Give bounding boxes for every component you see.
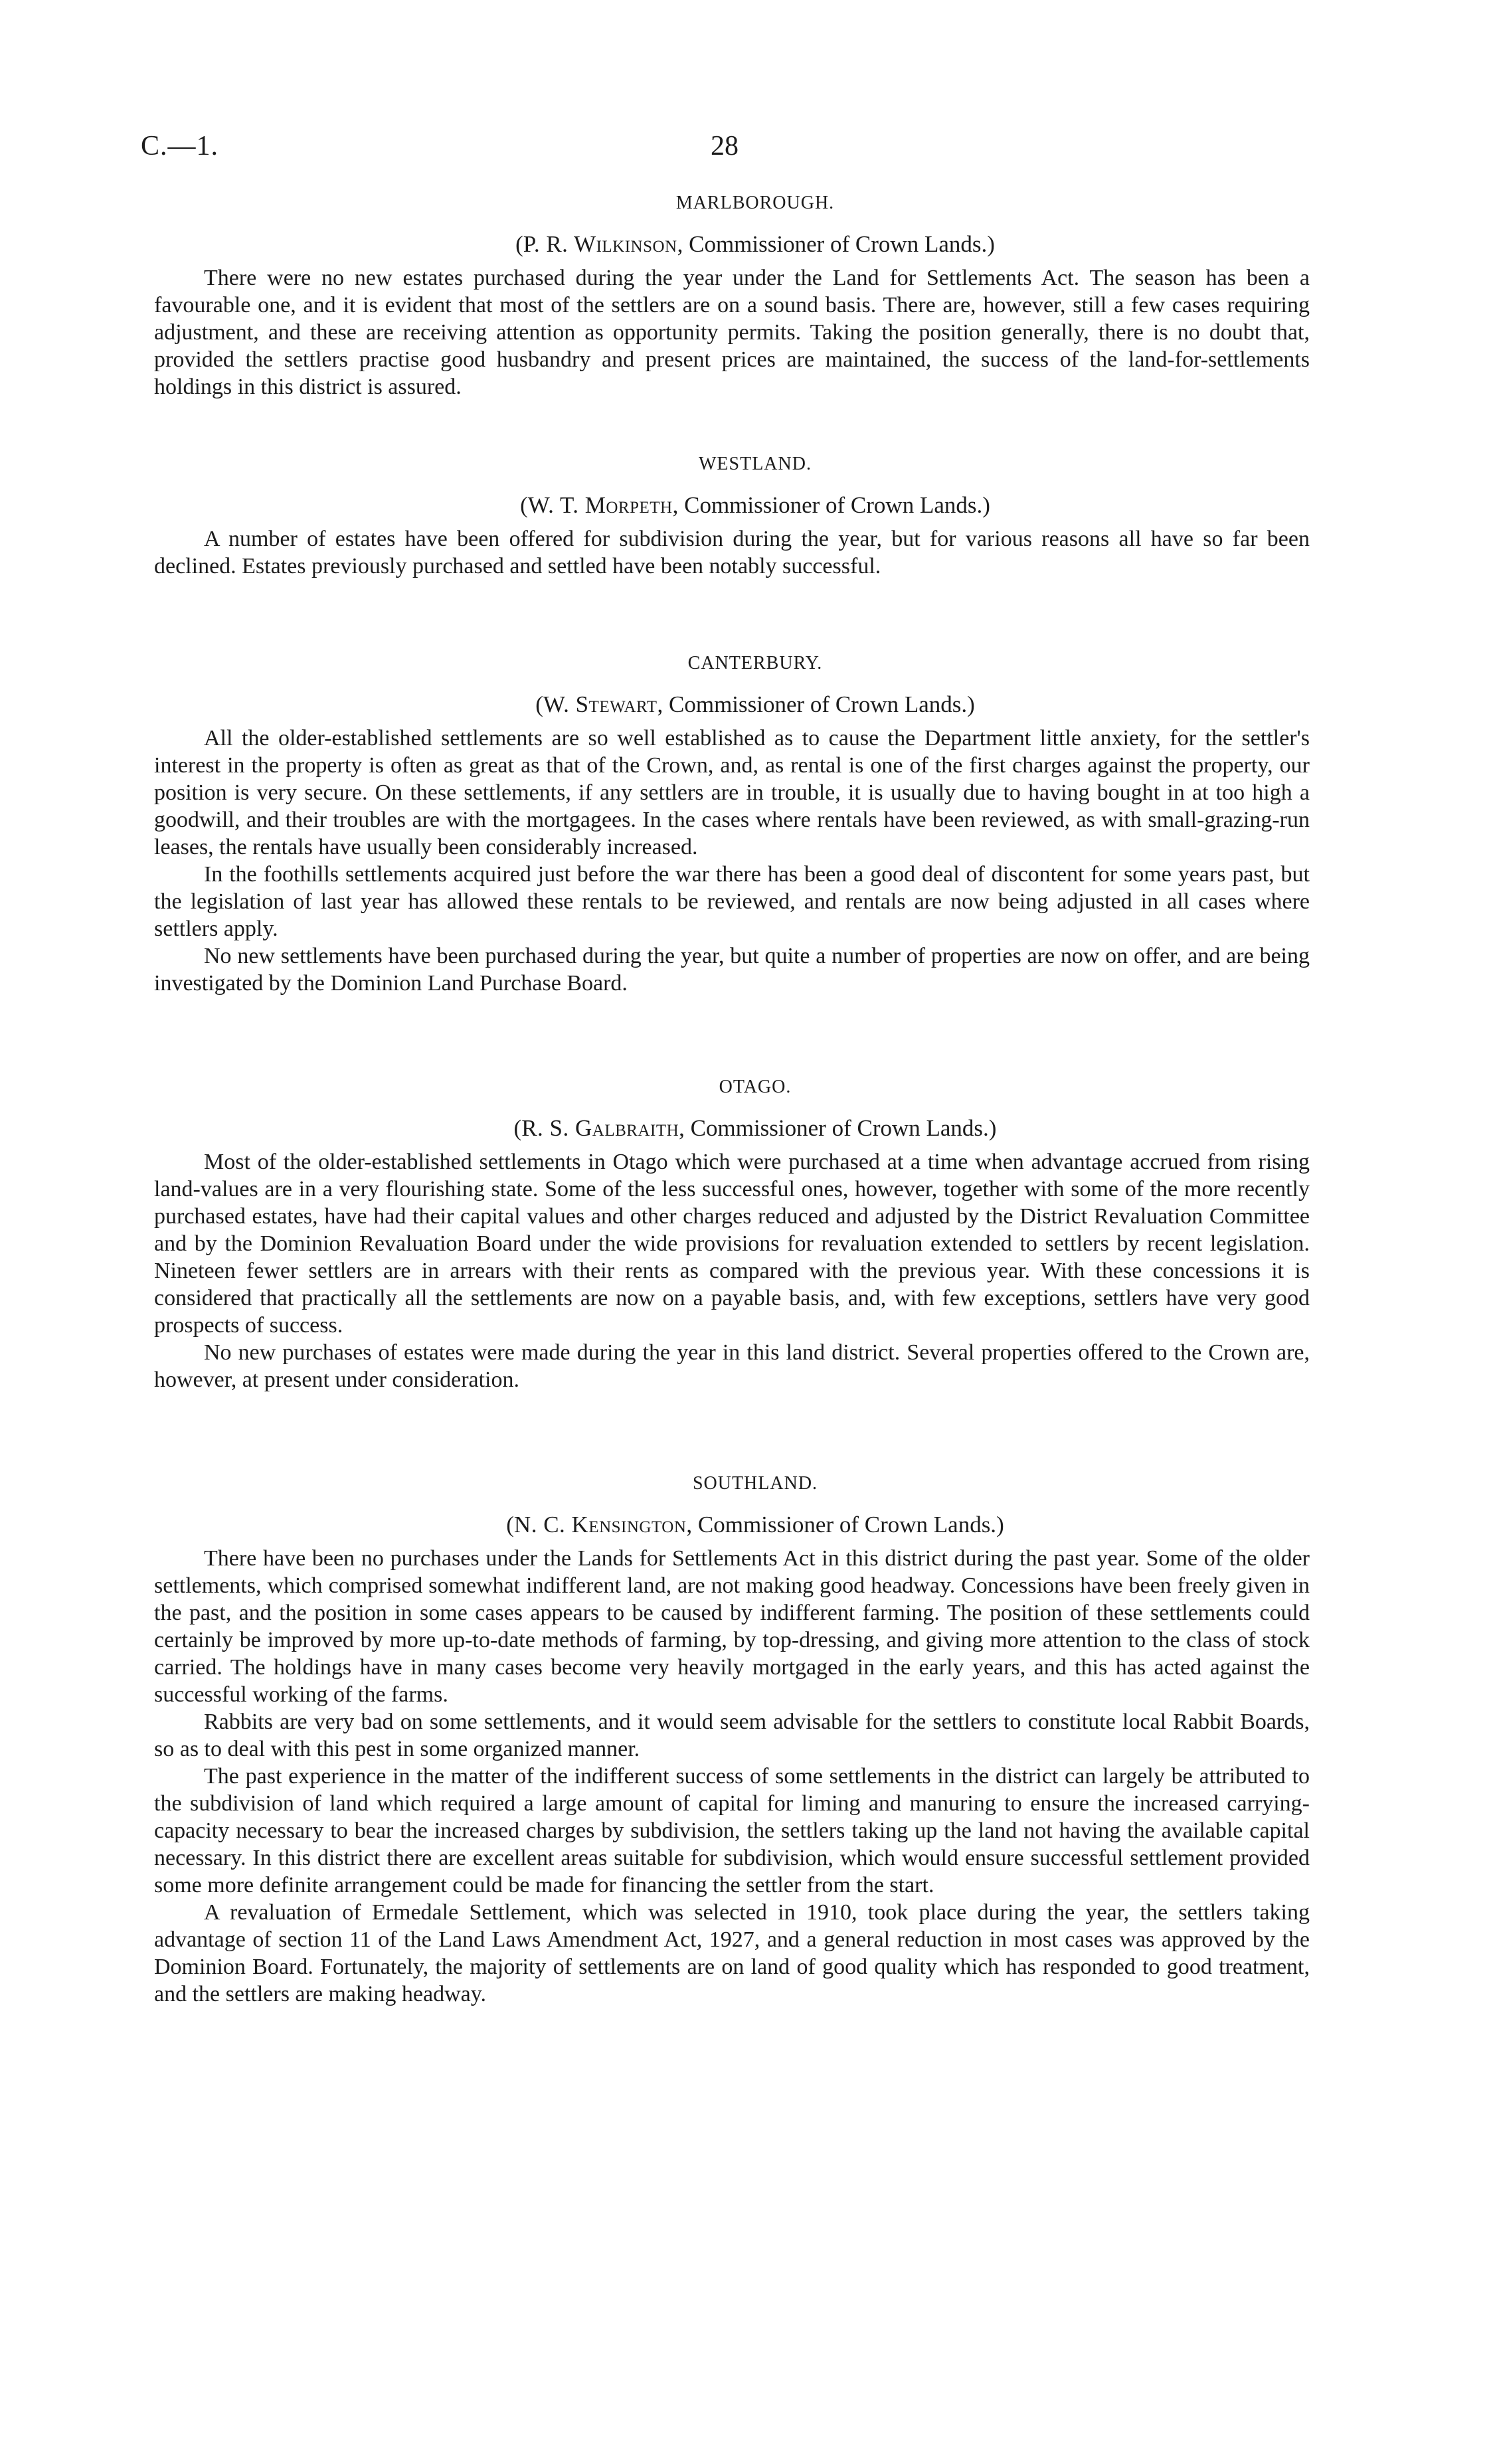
- commissioner-role: , Commissioner of Crown Lands.: [686, 1512, 997, 1538]
- page-header: [0, 130, 1491, 170]
- paragraph: In the foothills settlements acquired just before the war there has been a good deal of discontent for some years past, but the legislation of last year has allowed these rentals to be reviewed, and rentals are now being adjusted in all cases where settlers apply.: [154, 862, 1310, 941]
- paragraph: No new purchases of estates were made during the year in this land district. Several properties offered to the Crown are, however, at present under consideration.: [154, 1340, 1310, 1392]
- section-otago: [154, 1077, 1310, 1393]
- section-title: WESTLAND.: [699, 454, 812, 474]
- commissioner-role: , Commissioner of Crown Lands.: [679, 1115, 989, 1141]
- commissioner-role: , Commissioner of Crown Lands.: [677, 231, 988, 257]
- commissioner-line: (N. C. Kensington, Commissioner of Crown Lands.): [506, 1512, 1004, 1538]
- paragraph: No new settlements have been purchased during the year, but quite a number of properties are now on offer, and are being investigated by the Dominion Land Purchase Board.: [154, 944, 1310, 996]
- paragraph: There were no new estates purchased during the year under the Land for Settlements Act. The season has been a favourable one, and it is evident that most of the settlers are on a sound basis. There are, however, still a few cases requiring adjustment, and these are receiving attention as opportunity permits. Taking the position generally, there is no doubt that, provided the settlers practise good husbandry and present prices are maintained, the success of the land-for-settlements holdings in this district is assured.: [154, 266, 1310, 399]
- paragraph: A number of estates have been offered for subdivision during the year, but for various reasons all have so far been declined. Estates previously purchased and settled have been notably successful.: [154, 527, 1310, 578]
- commissioner-role: , Commissioner of Crown Lands.: [672, 492, 983, 518]
- paragraph: Most of the older-established settlements in Otago which were purchased at a time when advantage accrued from rising land-values are in a very flourishing state. Some of the less successful ones, however, together with some of the more recently purchased estates, have had their capital values and other charges reduced and adjusted by the District Revaluation Committee and by the Dominion Revaluation Board under the wide provisions for revaluation extended to settlers by recent legislation. Nineteen fewer settlers are in arrears with their rents as compared with the previous year. With these concessions it is considered that practically all the settlements are now on a payable basis, and, with few exceptions, settlers have very good prospects of success.: [154, 1150, 1310, 1338]
- section-title: MARLBOROUGH.: [675, 193, 835, 213]
- commissioner-name: P. R. Wilkinson: [523, 231, 677, 257]
- paragraph: A revaluation of Ermedale Settlement, which was selected in 1910, took place during the year, the settlers taking advantage of section 11 of the Land Laws Amendment Act, 1927, and a general reduction in most cases was approved by the Dominion Board. Fortunately, the majority of settlements are on land of good quality which has responded to good treatment, and the settlers are making headway.: [154, 1900, 1310, 2006]
- commissioner-line: (W. Stewart, Commissioner of Crown Lands.): [535, 691, 975, 717]
- paragraph: The past experience in the matter of the indifferent success of some settlements in the district can largely be attributed to the subdivision of land which required a large amount of capital for liming and manuring to ensure the increased carrying-capacity necessary to bear the increased charges by subdivision, the settlers taking up the land not having the available capital necessary. In this district there are excellent areas suitable for subdivision, which would ensure successful settlement provided some more definite arrangement could be made for financing the settler from the start.: [154, 1764, 1310, 1897]
- commissioner-line: (W. T. Morpeth, Commissioner of Crown Lands.): [520, 492, 990, 518]
- paragraph: Rabbits are very bad on some settlements, and it would seem advisable for the settlers to constitute local Rabbit Boards, so as to deal with this pest in some organized manner.: [154, 1710, 1310, 1761]
- commissioner-line: (R. S. Galbraith, Commissioner of Crown Lands.): [513, 1115, 997, 1141]
- section-westland: [154, 454, 1310, 580]
- section-southland: [154, 1473, 1310, 2008]
- commissioner-name: W. T. Morpeth: [527, 492, 673, 518]
- commissioner-name: R. S. Galbraith: [521, 1115, 679, 1141]
- document-body: [154, 193, 1310, 2008]
- paragraph: All the older-established settlements are so well established as to cause the Department little anxiety, for the settler's interest in the property is often as great as that of the Crown, and, as rental is one of the first charges against the property, our position is very secure. On these settlements, if any settlers are in trouble, it is usually due to having bought in at too high a goodwill, and their troubles are with the mortgagees. In the cases where rentals have been reviewed, as with small-grazing-run leases, the rentals have usually been considerably increased.: [154, 726, 1310, 859]
- commissioner-line: (P. R. Wilkinson, Commissioner of Crown Lands.): [515, 231, 995, 257]
- commissioner-role: , Commissioner of Crown Lands.: [657, 691, 968, 717]
- paragraph: There have been no purchases under the Lands for Settlements Act in this district during the past year. Some of the older settlements, which comprised somewhat indifferent land, are not making good headway. Concessions have been freely given in the past, and the position in some cases appears to be caused by indifferent farming. The position of these settlements could certainly be improved by more up-to-date methods of farming, by top-dressing, and giving more attention to the class of stock carried. The holdings have in many cases become very heavily mortgaged in the early years, and this has acted against the successful working of the farms.: [154, 1546, 1310, 1707]
- section-title: CANTERBURY.: [687, 653, 823, 673]
- section-canterbury: [154, 653, 1310, 997]
- document-reference: C.—1.: [141, 131, 219, 161]
- commissioner-name: N. C. Kensington: [513, 1512, 687, 1538]
- section-title: OTAGO.: [719, 1077, 792, 1097]
- page-number: 28: [711, 131, 739, 161]
- commissioner-name: W. Stewart: [543, 691, 658, 717]
- section-title: SOUTHLAND.: [692, 1473, 818, 1494]
- section-marlborough: [154, 193, 1310, 400]
